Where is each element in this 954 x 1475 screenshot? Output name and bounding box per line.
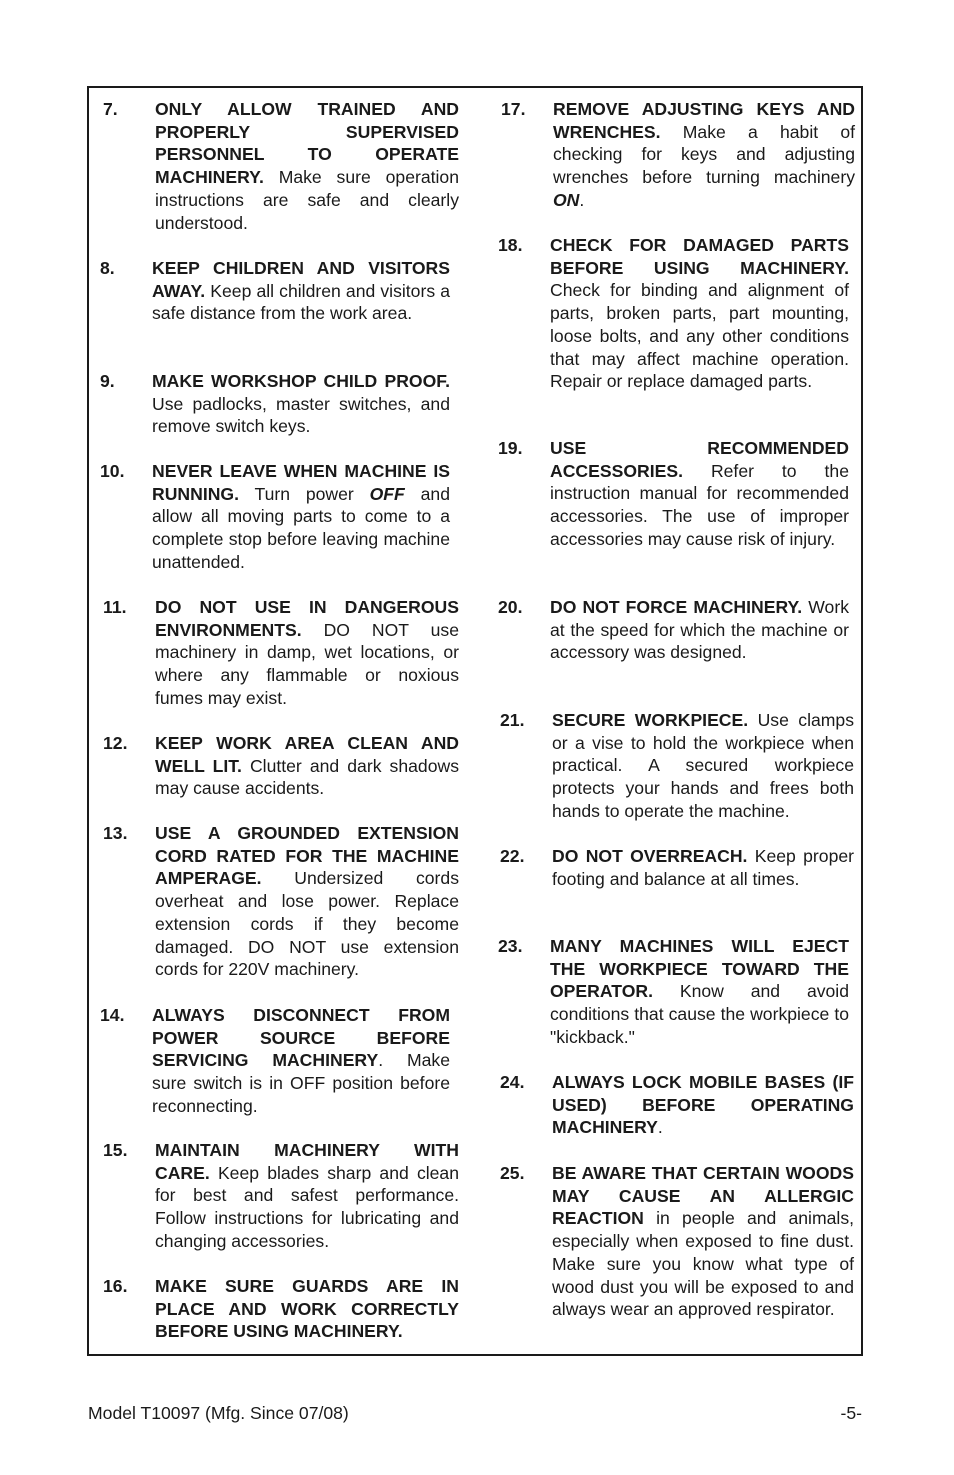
item-body-pre: Turn power	[254, 483, 354, 504]
item-body: Keep blades sharp and clean for best and safest performance. Follow instructions for lubricating and changing accessories.	[155, 1162, 459, 1251]
list-item	[100, 460, 450, 574]
item-number: 24.	[500, 1072, 525, 1092]
item-body: Make sure operation instructions are safe and clearly understood.	[155, 167, 460, 233]
item-number: 8.	[100, 258, 115, 278]
item-heading: REMOVE ADJUSTING KEYS AND WRENCHES.	[553, 99, 855, 142]
item-number: 16.	[103, 1276, 128, 1296]
list-item	[103, 98, 459, 234]
item-body: .	[657, 1117, 663, 1138]
item-emphasis: ON	[553, 189, 580, 210]
item-number: 10.	[100, 461, 125, 481]
item-number: 17.	[501, 99, 526, 119]
item-body: Keep all children and visitors a safe distance from the work area.	[152, 280, 451, 324]
item-heading: USE RECOMMENDED ACCESSORIES.	[550, 438, 849, 481]
item-body: . Make sure switch is in OFF position before reconnecting.	[152, 1050, 450, 1116]
list-item	[501, 98, 855, 212]
item-heading: KEEP CHILDREN AND VISITORS AWAY.	[152, 258, 450, 301]
item-body-post: .	[579, 189, 585, 210]
item-body: Clutter and dark shadows may cause accidents.	[155, 755, 459, 799]
item-heading: BE AWARE THAT CERTAIN WOODS MAY CAUSE AN ALLERGIC REACTION	[552, 1163, 854, 1229]
item-heading: MANY MACHINES WILL EJECT THE WORKPIECE TOWARD THE OPERATOR.	[550, 936, 849, 1002]
item-body: Work at the speed for which the machine or accessory was designed.	[550, 597, 849, 663]
list-item	[500, 1071, 854, 1139]
list-item	[103, 1139, 459, 1253]
item-body: Check for binding and alignment of parts, broken parts, part mounting, loose bolts, and any other conditions that may affect machine operation. Repair or replace damaged parts.	[550, 280, 849, 392]
list-item	[103, 732, 459, 800]
item-number: 19.	[498, 438, 523, 458]
item-heading: NEVER LEAVE WHEN MACHINE IS RUNNING.	[152, 461, 450, 504]
item-heading: DO NOT USE IN DANGEROUS ENVIRONMENTS.	[155, 597, 459, 640]
item-number: 22.	[500, 846, 525, 866]
item-heading: USE A GROUNDED EXTENSION CORD RATED FOR THE MACHINE AMPERAGE.	[155, 823, 459, 889]
page-number: -5-	[840, 1403, 862, 1423]
item-number: 14.	[100, 1005, 125, 1025]
item-heading: ONLY ALLOW TRAINED AND PROPERLY SUPERVISED PERSONNEL TO OPERATE MACHINERY.	[155, 99, 459, 188]
item-body: Refer to the instruction manual for recommended accessories. The use of improper accessories may cause risk of injury.	[550, 460, 850, 549]
item-number: 21.	[500, 710, 525, 730]
item-number: 9.	[100, 371, 115, 391]
list-item	[500, 709, 854, 823]
item-heading: SECURE WORKPIECE.	[552, 710, 749, 730]
item-number: 20.	[498, 597, 523, 617]
footer-model: Model T10097 (Mfg. Since 07/08)	[88, 1403, 349, 1423]
item-body: Use clamps or a vise to hold the workpiece when practical. A secured workpiece protects your hands and frees both hands to operate the machine.	[552, 710, 854, 821]
list-item	[100, 1004, 450, 1118]
item-body-post: and allow all moving parts to come to a complete stop before leaving machine unattended.	[152, 483, 450, 572]
item-emphasis: OFF	[369, 483, 405, 504]
item-body: Use padlocks, master switches, and remove switch keys.	[152, 393, 450, 437]
list-item	[498, 234, 849, 393]
item-number: 12.	[103, 733, 128, 753]
item-body: in people and animals, especially when exposed to fine dust. Make sure you know what type of wood dust you will be exposed to and always wear an approved respirator.	[552, 1208, 855, 1320]
list-item	[100, 370, 450, 438]
item-body: Keep proper footing and balance at all times.	[552, 846, 854, 889]
list-item	[100, 257, 450, 325]
item-heading: MAKE SURE GUARDS ARE IN PLACE AND WORK CORRECTLY BEFORE USING MACHINERY.	[155, 1276, 459, 1342]
item-heading: MAKE WORKSHOP CHILD PROOF.	[152, 371, 450, 391]
list-item	[103, 596, 459, 710]
item-number: 11.	[103, 597, 127, 617]
item-number: 15.	[103, 1140, 128, 1160]
item-body: DO NOT use machinery in damp, wet locations, or where any flammable or noxious fumes may exist.	[155, 619, 460, 708]
item-heading: KEEP WORK AREA CLEAN AND WELL LIT.	[155, 733, 459, 776]
item-number: 25.	[500, 1163, 525, 1183]
item-heading: DO NOT OVERREACH.	[552, 846, 748, 866]
list-item	[103, 822, 459, 981]
item-number: 13.	[103, 823, 128, 843]
list-item	[498, 596, 849, 664]
item-heading: ALWAYS LOCK MOBILE BASES (IF USED) BEFORE OPERATING MACHINERY	[552, 1072, 854, 1138]
item-heading: DO NOT FORCE MACHINERY.	[550, 597, 803, 617]
item-number: 18.	[498, 235, 523, 255]
list-item	[500, 1162, 854, 1321]
list-item	[103, 1275, 459, 1343]
item-heading: MAINTAIN MACHINERY WITH CARE.	[155, 1140, 459, 1183]
item-heading: CHECK FOR DAMAGED PARTS BEFORE USING MACHINERY.	[550, 235, 849, 278]
item-number: 23.	[498, 936, 523, 956]
list-item	[498, 437, 849, 551]
item-body: Undersized cords overheat and lose power. Replace extension cords if they become damaged. DO NOT use extension cords for 220V machinery.	[155, 868, 460, 980]
item-body: Know and avoid conditions that cause the workpiece to "kickback."	[550, 981, 850, 1047]
item-number: 7.	[103, 99, 118, 119]
list-item	[498, 935, 849, 1049]
item-body-pre: Make a habit of checking for keys and adjusting wrenches before turning machinery	[553, 121, 856, 188]
item-heading: ALWAYS DISCONNECT FROM POWER SOURCE BEFORE SERVICING MACHINERY	[152, 1005, 450, 1071]
list-item	[500, 845, 854, 890]
